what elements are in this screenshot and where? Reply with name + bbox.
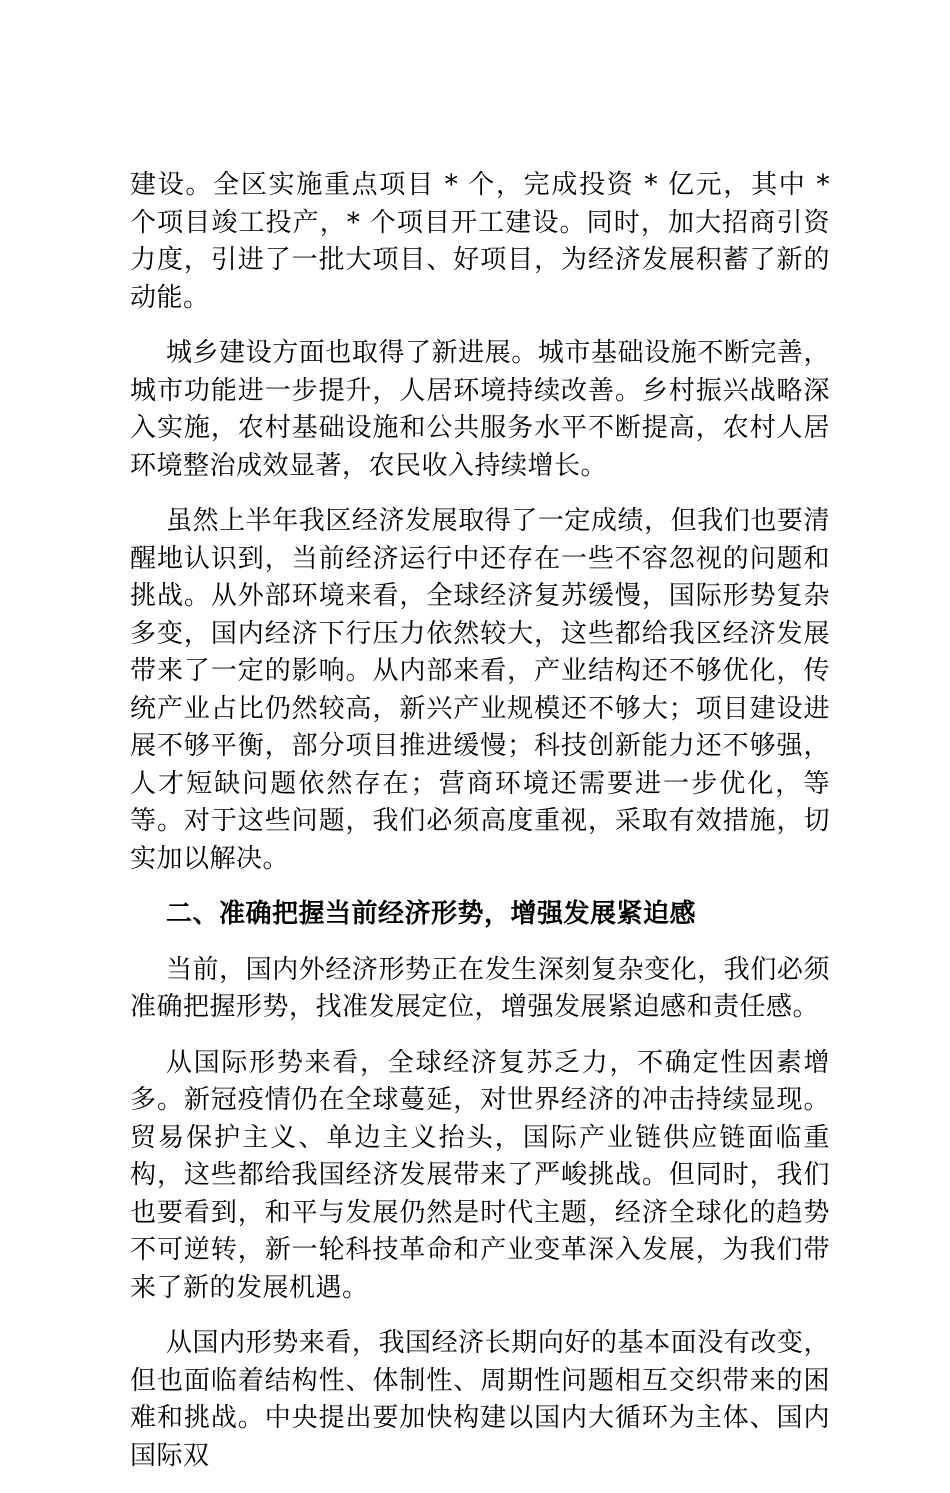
paragraph-problems: 虽然上半年我区经济发展取得了一定成绩，但我们也要清醒地认识到，当前经济运行中还存在一些不容忽视的问题和挑战。从外部环境来看，全球经济复苏缓慢，国际形势复杂多变，国内经济下行压力依然较大，这些都给我区经济发展带来了一定的影响。从内部来看，产业结构还不够优化，传统产业占比仍然较高，新兴产业规模还不够大；项目建设进展不够平衡，部分项目推进缓慢；科技创新能力还不够强，人才短缺问题依然存在；营商环境还需要进一步优化，等等。对于这些问题，我们必须高度重视，采取有效措施，切实加以解决。 — [130, 506, 830, 874]
paragraph-international: 从国际形势来看，全球经济复苏乏力，不确定性因素增多。新冠疫情仍在全球蔓延，对世界经济的冲击持续显现。贸易保护主义、单边主义抬头，国际产业链供应链面临重构，这些都给我国经济发展带来了严峻挑战。但同时，我们也要看到，和平与发展仍然是时代主题，经济全球化的趋势不可逆转，新一轮科技革命和产业变革深入发展，为我们带来了新的发展机遇。 — [130, 1047, 830, 1303]
paragraph-domestic: 从国内形势来看，我国经济长期向好的基本面没有改变，但也面临着结构性、体制性、周期性问题相互交织带来的困难和挑战。中央提出要加快构建以国内大循环为主体、国内国际双 — [130, 1328, 830, 1471]
section-heading: 二、准确把握当前经济形势，增强发展紧迫感 — [166, 899, 697, 929]
document-body — [130, 167, 830, 1493]
paragraph-continuation: 建设。全区实施重点项目 * 个，完成投资 * 亿元，其中 * 个项目竣工投产，* 个项目开工建设。同时，加大招商引资力度，引进了一批大项目、好项目，为经济发展积蓄了新的动能。 — [130, 170, 830, 313]
paragraph-urban-rural: 城乡建设方面也取得了新进展。城市基础设施不断完善，城市功能进一步提升，人居环境持续改善。乡村振兴战略深入实施，农村基础设施和公共服务水平不断提高，农村人居环境整治成效显著，农民收入持续增长。 — [130, 338, 830, 481]
paragraph-current-situation: 当前，国内外经济形势正在发生深刻复杂变化，我们必须准确把握形势，找准发展定位，增强发展紧迫感和责任感。 — [130, 954, 830, 1022]
